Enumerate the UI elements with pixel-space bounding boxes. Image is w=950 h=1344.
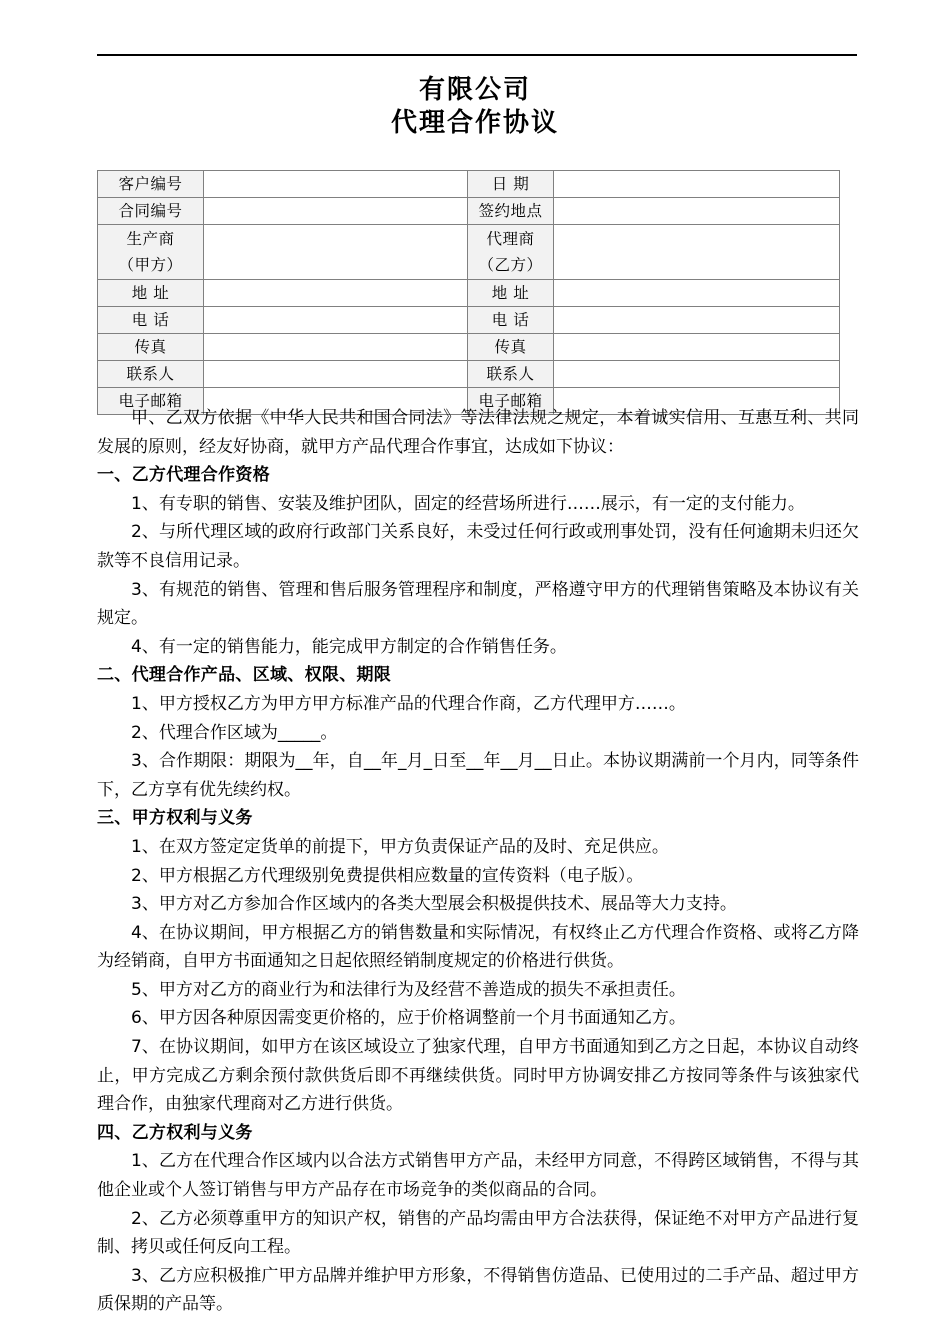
value-address-right[interactable] <box>554 280 840 307</box>
section-heading-4: 四、乙方权利与义务 <box>97 1122 253 1143</box>
value-phone-right[interactable] <box>554 307 840 334</box>
value-contact-right[interactable] <box>554 361 840 388</box>
label-manufacturer: 生产商 <box>126 230 175 248</box>
label-address-left: 地 址 <box>98 280 204 307</box>
label-address-right: 地 址 <box>468 280 554 307</box>
value-fax-right[interactable] <box>554 334 840 361</box>
label-customer-number: 客户编号 <box>98 171 204 198</box>
header-rule-divider <box>97 54 857 56</box>
title-line-company: 有限公司 <box>418 75 531 105</box>
label-date: 日 期 <box>468 171 554 198</box>
title-line-agreement: 代理合作协议 <box>390 108 559 138</box>
value-fax-left[interactable] <box>204 334 468 361</box>
label-manufacturer-party-a <box>98 225 204 280</box>
value-customer-number[interactable] <box>204 171 468 198</box>
section-3-item-7: 7、在协议期间，如甲方在该区域设立了独家代理，自甲方书面通知到乙方之日起，本协议自动终止，甲方完成乙方剩余预付款供货后即不再继续供货。同时甲方协调安排乙方按同等条件与该独家代理合作，由独家代理商对乙方进行供货。 <box>97 1037 859 1115</box>
table-row <box>98 225 840 280</box>
section-3-item-6: 6、甲方因各种原因需变更价格的，应于价格调整前一个月书面通知乙方。 <box>131 1008 686 1029</box>
table-row <box>98 361 840 388</box>
table-row <box>98 198 840 225</box>
label-fax-left: 传真 <box>98 334 204 361</box>
section-2-item-2: 2、代理合作区域为_____。 <box>131 722 338 743</box>
label-contact-right: 联系人 <box>468 361 554 388</box>
section-3-item-2: 2、甲方根据乙方代理级别免费提供相应数量的宣传资料（电子版）。 <box>131 865 644 886</box>
value-contact-left[interactable] <box>204 361 468 388</box>
value-signing-place[interactable] <box>554 198 840 225</box>
document-title <box>0 74 950 140</box>
label-party-b: （乙方） <box>478 256 543 274</box>
section-4-item-2: 2、乙方必须尊重甲方的知识产权，销售的产品均需由甲方合法获得，保证绝不对甲方产品进行复制、拷贝或任何反向工程。 <box>97 1208 859 1258</box>
label-email-right: 电子邮箱 <box>468 388 554 415</box>
value-date[interactable] <box>554 171 840 198</box>
section-1-item-1: 1、有专职的销售、安装及维护团队，固定的经营场所进行……展示，有一定的支付能力。 <box>131 493 805 514</box>
table-row <box>98 171 840 198</box>
section-1-item-4: 4、有一定的销售能力，能完成甲方制定的合作销售任务。 <box>131 636 567 657</box>
label-phone-left: 电 话 <box>98 307 204 334</box>
section-1-item-3: 3、有规范的销售、管理和售后服务管理程序和制度，严格遵守甲方的代理销售策略及本协议有关规定。 <box>97 579 859 629</box>
section-3-item-4: 4、在协议期间，甲方根据乙方的销售数量和实际情况，有权终止乙方代理合作资格、或将乙方降为经销商，自甲方书面通知之日起依照经销制度规定的价格进行供货。 <box>97 922 859 972</box>
label-signing-place: 签约地点 <box>468 198 554 225</box>
section-3-item-5: 5、甲方对乙方的商业行为和法律行为及经营不善造成的损失不承担责任。 <box>131 979 686 1000</box>
table-row <box>98 334 840 361</box>
label-agent: 代理商 <box>486 230 535 248</box>
section-4-item-3: 3、乙方应积极推广甲方品牌并维护甲方形象，不得销售仿造品、已使用过的二手产品、超过甲方质保期的产品等。 <box>97 1265 859 1315</box>
section-1-item-2: 2、与所代理区域的政府行政部门关系良好，未受过任何行政或刑事处罚，没有任何逾期未归还欠款等不良信用记录。 <box>97 522 859 571</box>
value-manufacturer-party-a[interactable] <box>204 225 468 280</box>
section-2-item-1: 1、甲方授权乙方为甲方甲方标准产品的代理合作商，乙方代理甲方……。 <box>131 693 686 714</box>
label-fax-right: 传真 <box>468 334 554 361</box>
value-contract-number[interactable] <box>204 198 468 225</box>
table-row <box>98 280 840 307</box>
label-email-left: 电子邮箱 <box>98 388 204 415</box>
label-phone-right: 电 话 <box>468 307 554 334</box>
table-row <box>98 307 840 334</box>
preamble-paragraph: 甲、乙双方依据《中华人民共和国合同法》等法律法规之规定，本着诚实信用、互惠互利、共同发展的原则，经友好协商，就甲方产品代理合作事宜，达成如下协议： <box>97 408 859 457</box>
section-3-item-3: 3、甲方对乙方参加合作区域内的各类大型展会积极提供技术、展品等大力支持。 <box>131 894 737 915</box>
label-contact-left: 联系人 <box>98 361 204 388</box>
section-2-item-3: 3、合作期限：期限为__年，自__年_月_日至__年__月__日止。本协议期满前一个月内，同等条件下，乙方享有优先续约权。 <box>97 751 859 800</box>
value-agent-party-b[interactable] <box>554 225 840 280</box>
section-heading-1: 一、乙方代理合作资格 <box>97 465 270 486</box>
value-phone-left[interactable] <box>204 307 468 334</box>
agreement-body <box>97 404 859 1319</box>
section-3-item-1: 1、在双方签定定货单的前提下，甲方负责保证产品的及时、充足供应。 <box>131 836 669 857</box>
label-agent-party-b <box>468 225 554 280</box>
label-party-a: （甲方） <box>118 256 183 274</box>
label-contract-number: 合同编号 <box>98 198 204 225</box>
section-4-item-1: 1、乙方在代理合作区域内以合法方式销售甲方产品，未经甲方同意，不得跨区域销售，不得与其他企业或个人签订销售与甲方产品存在市场竞争的类似商品的合同。 <box>97 1151 859 1201</box>
section-heading-3: 三、甲方权利与义务 <box>97 808 253 829</box>
section-heading-2: 二、代理合作产品、区域、权限、期限 <box>97 665 392 686</box>
party-info-table <box>97 170 840 415</box>
value-address-left[interactable] <box>204 280 468 307</box>
